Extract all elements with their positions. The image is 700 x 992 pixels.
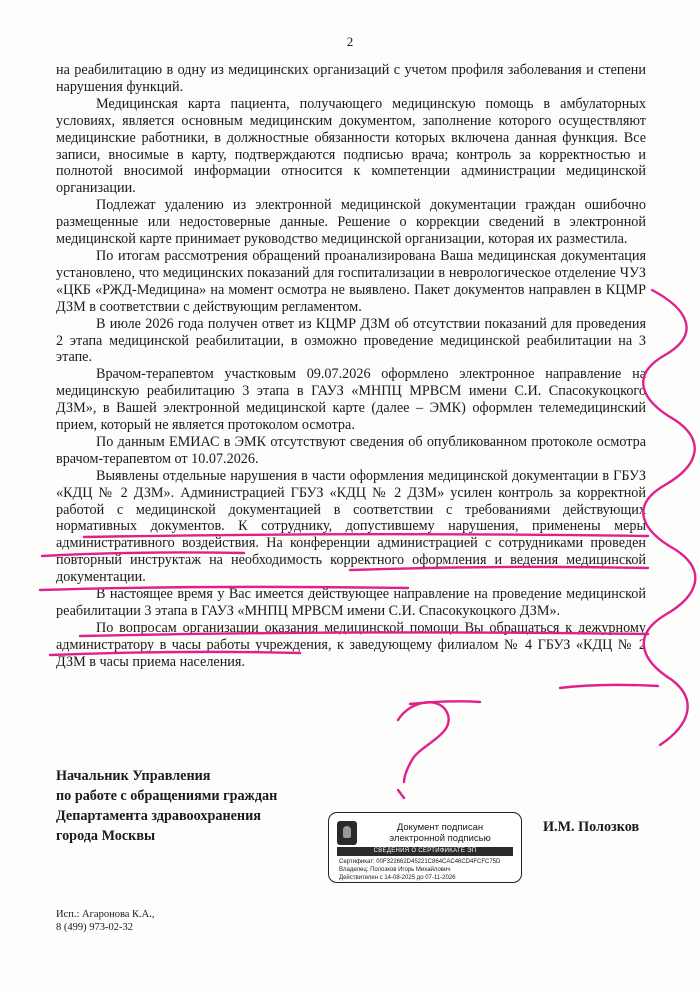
stamp-validity: Действителен с 14-08-2025 до 07-11-2026 [339, 875, 456, 881]
underline-mark [410, 701, 480, 704]
stamp-title [365, 822, 515, 844]
stamp-certificate-bar: СВЕДЕНИЯ О СЕРТИФИКАТЕ ЭП [337, 847, 513, 856]
letter-body [56, 62, 646, 671]
signer-title-line: Департамента здравоохранения [56, 808, 261, 824]
signer-title-line: по работе с обращениями граждан [56, 788, 278, 804]
paragraph: По итогам рассмотрения обращений проанализирована Ваша медицинская документация установлено, что медицинских показаний для госпитализации в неврологическое отделение ЧУЗ «ЦКБ «РЖД-Медицина» на момент осмотра не выявлено. Пакет документов направлен в КЦМР ДЗМ в соответствии с действующим регламентом. [56, 247, 646, 315]
paragraph: Подлежат удалению из электронной медицинской документации граждан ошибочно размещенные или недостоверные данные. Решение о коррекции сведений в электронной медицинской карте принимает руководство медицинской организации, которая их разместила. [56, 197, 646, 248]
wavy-margin-mark [643, 290, 695, 745]
paragraph: По вопросам организации оказания медицинской помощи Вы обращаться к дежурному администратору в часы работы учреждения, к заведующему филиалом № 4 ГБУЗ «КДЦ № 2 ДЗМ в часы приема населения. [56, 619, 646, 670]
stamp-title-line: Документ подписан [396, 822, 484, 833]
footer [56, 908, 155, 934]
paragraph: Выявлены отдельные нарушения в части оформления медицинской документации в ГБУЗ «КДЦ № 2 ДЗМ». Администрацией ГБУЗ «КДЦ № 2 ДЗМ» усилен контроль за корректной работой с медицинской документацией в соответствии с требованиями действующих нормативных документов. К сотруднику, допустившему нарушения, применены меры административного воздействия. На конференции администрацией с сотрудниками проведен повторный инструктаж на необходимость корректного оформления и ведения медицинской документации. [56, 467, 646, 586]
paragraph: В июле 2026 года получен ответ из КЦМР ДЗМ об отсутствии показаний для проведения 2 этапа медицинской реабилитации, в озможно проведение медицинской реабилитации на 3 этапе. [56, 315, 646, 366]
question-dot-mark [398, 790, 404, 798]
paragraph: на реабилитацию в одну из медицинских организаций с учетом профиля заболевания и степени нарушения функций. [56, 62, 646, 95]
signer-title-line: Начальник Управления [56, 768, 211, 784]
signature-block [56, 766, 316, 846]
paragraph: Медицинская карта пациента, получающего медицинскую помощь в амбулаторных условиях, является основным медицинским документом, заполнение которого осуществляют медицинские работники, в должностные обязанности которых включена данная функция. Все записи, вносимые в карту, подтверждаются подписью врача; контроль за корректностью и полнотой вносимой информации относится к компетенции администрации медицинской организации. [56, 95, 646, 197]
coat-of-arms-icon [337, 821, 357, 845]
stamp-certificate: Сертификат: 00F322662D45221C864CAC46CD4FCFC75D [339, 859, 501, 865]
signer-name: И.М. Полозков [543, 819, 640, 835]
executor-phone: 8 (499) 973-02-32 [56, 922, 133, 933]
paragraph: В настоящее время у Вас имеется действующее направление на проведение медицинской реабилитации 3 этапа в ГАУЗ «МНПЦ МРВСМ имени С.И. Спасокукоцкого ДЗМ». [56, 586, 646, 619]
signer-title-line: города Москвы [56, 828, 156, 844]
executor: Исп.: Агаронова К.А., [56, 909, 155, 920]
question-mark [398, 702, 449, 782]
stamp-owner: Владелец: Полозков Игорь Михайлович [339, 867, 451, 873]
stamp-title-line: электронной подписью [389, 833, 491, 844]
underline-mark [560, 685, 658, 688]
paragraph: Врачом-терапевтом участковым 09.07.2026 оформлено электронное направление на медицинскую реабилитацию 3 этапа в ГАУЗ «МНПЦ МРВСМ имени С.И. Спасокукоцкого ДЗМ», в Вашей электронной медицинской карте (далее – ЭМК) оформлен телемедицинский прием, который не является протоколом осмотра. [56, 366, 646, 434]
electronic-signature-stamp [328, 812, 522, 883]
page-number: 2 [346, 34, 354, 49]
paragraph: По данным ЕМИАС в ЭМК отсутствуют сведения об опубликованном протоколе осмотра врачом-терапевтом от 10.07.2026. [56, 433, 646, 467]
